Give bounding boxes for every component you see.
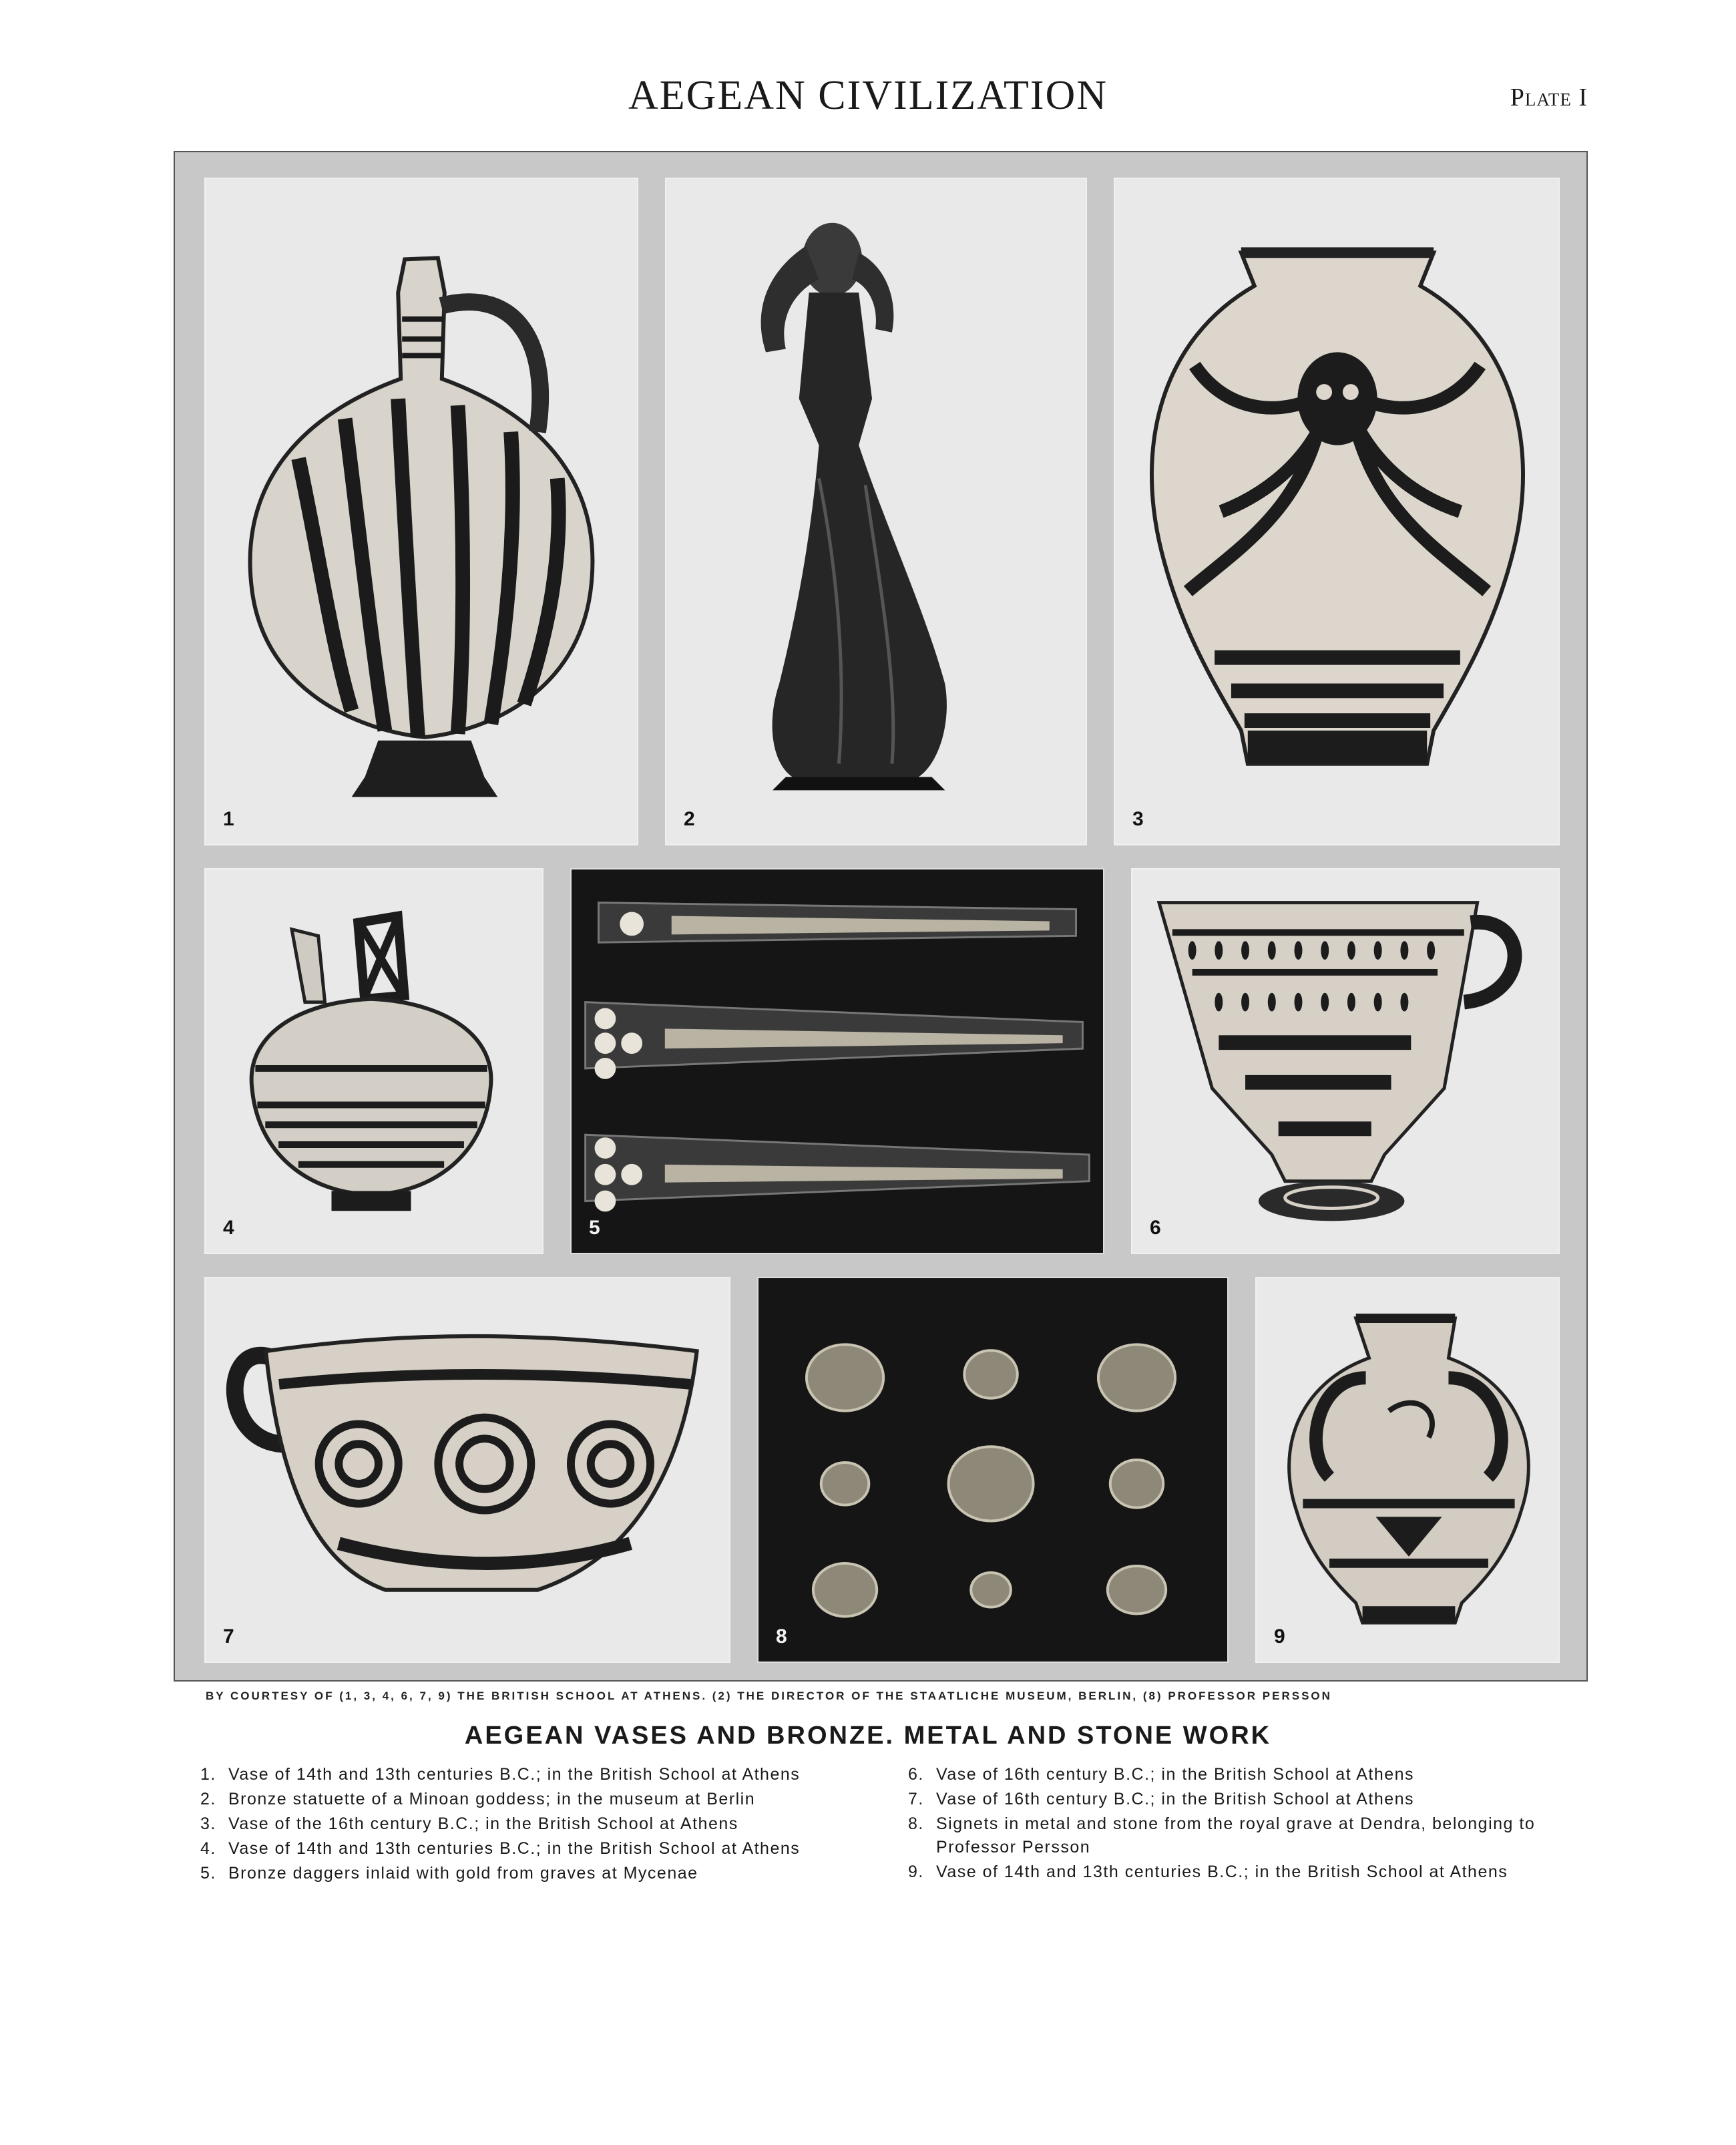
panel-9-amphora-photo — [1255, 1277, 1560, 1663]
caption-item — [908, 1788, 1576, 1811]
caption-number: 6. — [908, 1765, 924, 1784]
panel-number: 8 — [776, 1625, 787, 1647]
caption-text: Vase of 16th century B.C.; in the British School at Athens — [936, 1790, 1415, 1808]
panel-number: 3 — [1132, 808, 1144, 830]
caption-text: Vase of 14th and 13th centuries B.C.; in the British School at Athens — [936, 1863, 1508, 1881]
captions-right-column — [908, 1763, 1576, 1887]
panel-number: 7 — [223, 1625, 234, 1647]
panel-number: 6 — [1150, 1217, 1161, 1239]
caption-text: Vase of 16th century B.C.; in the British School at Athens — [936, 1765, 1415, 1784]
panel-number: 2 — [684, 808, 695, 830]
stirrup-jar-illustration — [206, 869, 542, 1253]
signets-illustration — [758, 1278, 1227, 1662]
panel-number: 9 — [1274, 1625, 1285, 1647]
caption-item — [908, 1861, 1576, 1884]
caption-text: Vase of 14th and 13th centuries B.C.; in the British School at Athens — [228, 1765, 801, 1784]
panel-4-stirrup-jar-photo — [204, 868, 544, 1254]
captions-left-column — [200, 1763, 868, 1887]
plate-label: Plate I — [1510, 83, 1588, 112]
panel-7-cup-photo — [204, 1277, 730, 1663]
caption-number: 7. — [908, 1790, 924, 1808]
caption-item — [200, 1788, 868, 1811]
cup-illustration — [206, 1278, 729, 1662]
plate-frame — [174, 151, 1588, 1682]
page-title: AEGEAN CIVILIZATION — [628, 73, 1108, 118]
caption-item — [200, 1763, 868, 1786]
panel-8-signets-photo — [757, 1277, 1229, 1663]
caption-number: 3. — [200, 1814, 216, 1833]
caption-number: 4. — [200, 1839, 216, 1858]
caption-text: Bronze daggers inlaid with gold from graves at Mycenae — [228, 1864, 698, 1883]
caption-number: 1. — [200, 1765, 216, 1784]
amphora-illustration — [1257, 1278, 1558, 1662]
panel-number: 5 — [589, 1217, 600, 1239]
caption-number: 8. — [908, 1814, 924, 1833]
panel-3-octopus-vase-photo — [1114, 178, 1560, 845]
caption-text: Signets in metal and stone from the royal grave at Dendra, belonging to Professor Persson — [936, 1814, 1536, 1857]
caption-text: Vase of the 16th century B.C.; in the British School at Athens — [228, 1814, 738, 1833]
caption-item — [200, 1812, 868, 1836]
photo-credit: BY COURTESY OF (1, 3, 4, 6, 7, 9) THE BRITISH SCHOOL AT ATHENS. (2) THE DIRECTOR OF THE STAATLICHE MUSEUM, BERLIN, (8) PROFESSOR PERSSON — [206, 1690, 1332, 1702]
caption-number: 2. — [200, 1790, 216, 1808]
panel-5-daggers-photo — [570, 868, 1104, 1254]
caption-item — [200, 1837, 868, 1861]
caption-number: 5. — [200, 1864, 216, 1883]
panel-1-jug-photo — [204, 178, 638, 845]
panel-6-goblet-photo — [1131, 868, 1560, 1254]
caption-text: Vase of 14th and 13th centuries B.C.; in the British School at Athens — [228, 1839, 801, 1858]
daggers-illustration — [572, 869, 1103, 1253]
caption-text: Bronze statuette of a Minoan goddess; in the museum at Berlin — [228, 1790, 756, 1808]
jug-illustration — [206, 179, 637, 844]
plate-subtitle: AEGEAN VASES AND BRONZE. METAL AND STONE WORK — [464, 1722, 1272, 1750]
panel-2-statuette-photo — [665, 178, 1087, 845]
caption-item — [908, 1812, 1576, 1859]
caption-item — [908, 1763, 1576, 1786]
octopus-vase-illustration — [1115, 179, 1558, 844]
goblet-illustration — [1132, 869, 1558, 1253]
captions — [200, 1763, 1576, 1887]
caption-item — [200, 1862, 868, 1885]
caption-number: 9. — [908, 1863, 924, 1881]
panel-number: 1 — [223, 808, 234, 830]
panel-number: 4 — [223, 1217, 234, 1239]
statuette-illustration — [666, 179, 1086, 844]
